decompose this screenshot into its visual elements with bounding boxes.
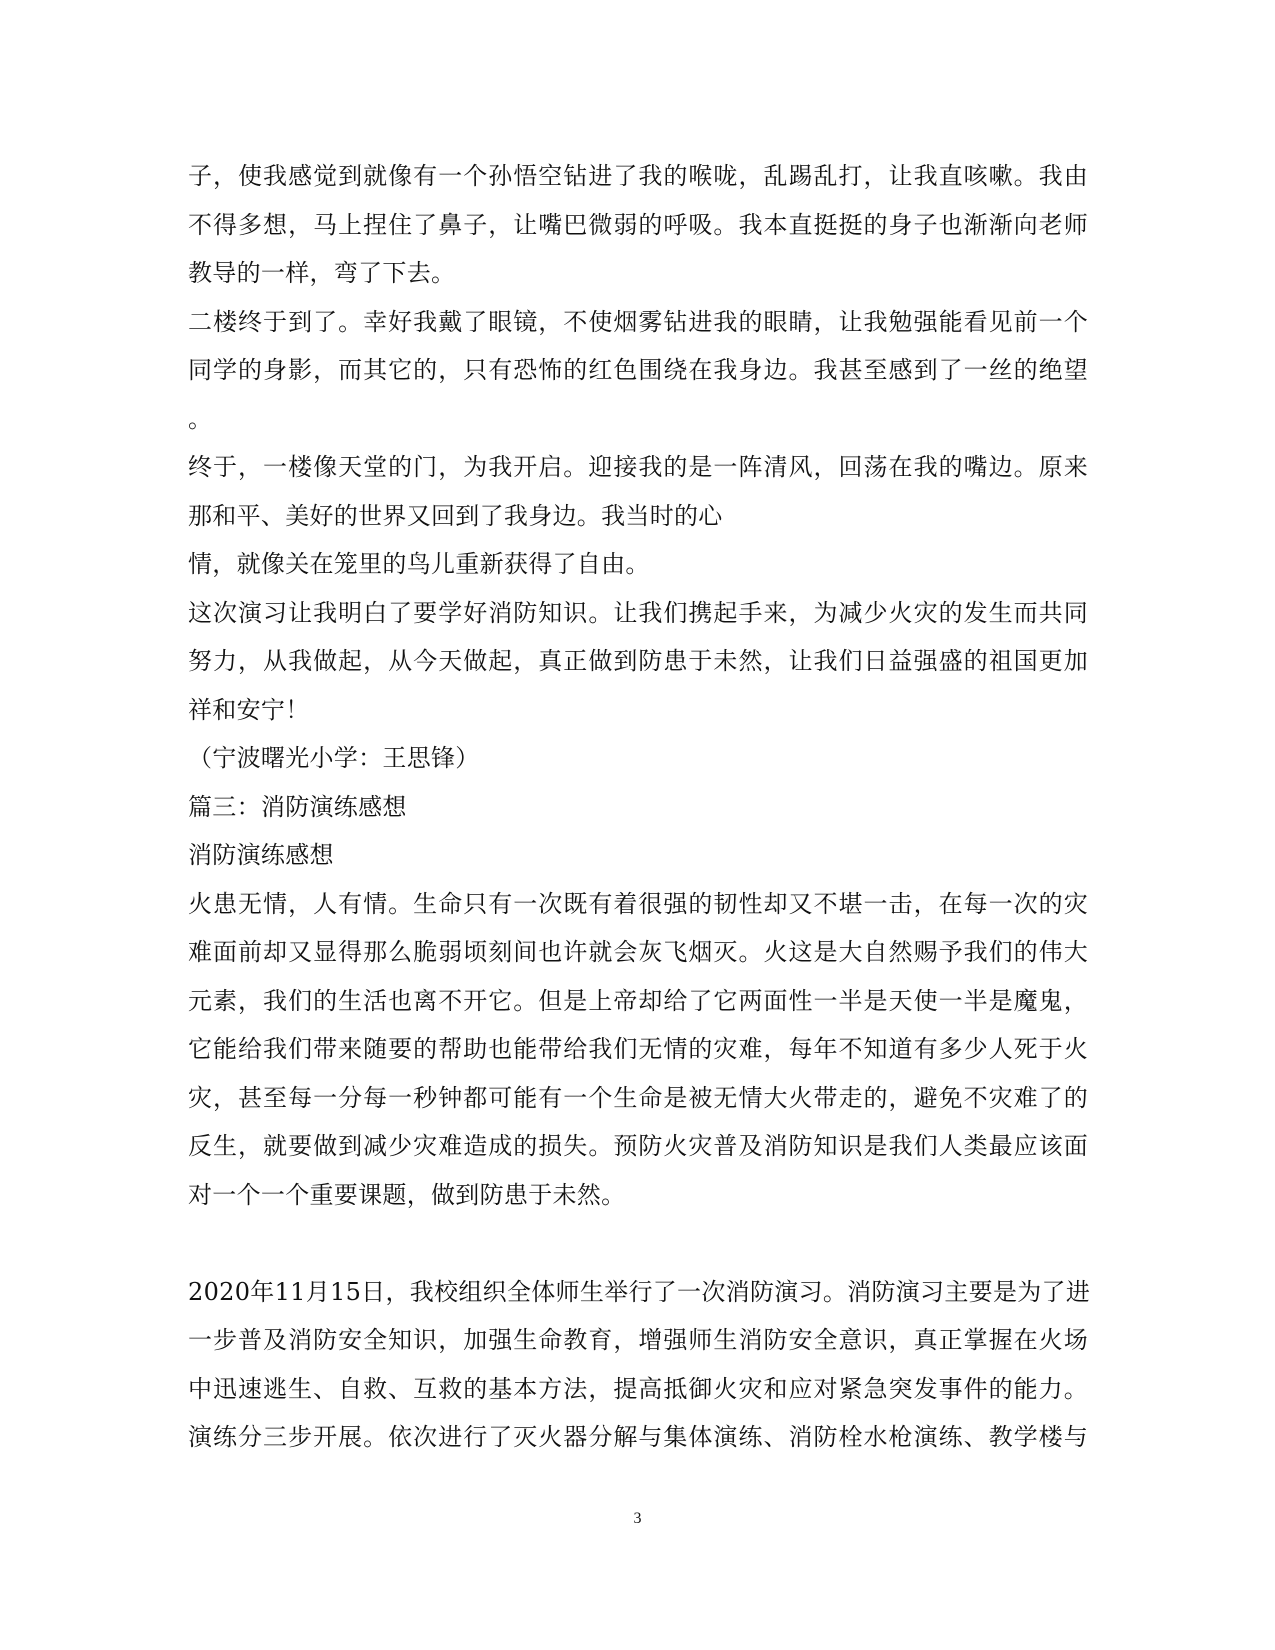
text-line: 这次演习让我明白了要学好消防知识。让我们携起手来，为减少火灾的发生而共同 [188, 598, 1088, 627]
text-line: 反生，就要做到减少灾难造成的损失。预防火灾普及消防知识是我们人类最应该面 [188, 1132, 1088, 1160]
text-line: 一步普及消防安全知识，加强生命教育，增强师生消防安全意识，真正掌握在火场 [188, 1326, 1088, 1354]
text-line: 努力，从我做起，从今天做起，真正做到防患于未然，让我们日益强盛的祖国更加 [188, 647, 1088, 675]
text-line: 中迅速逃生、自救、互救的基本方法，提高抵御火灾和应对紧急突发事件的能力。 [188, 1374, 1088, 1403]
text-line: 元素，我们的生活也离不开它。但是上帝却给了它两面性一半是天使一半是魔鬼， [188, 986, 1088, 1015]
text-line: 2020年11月15日，我校组织全体师生举行了一次消防演习。消防演习主要是为了进 [188, 1277, 1091, 1306]
text-line: 对一个一个重要课题，做到防患于未然。 [188, 1180, 626, 1209]
text-line: 演练分三步开展。依次进行了灭火器分解与集体演练、消防栓水枪演练、教学楼与 [188, 1423, 1088, 1451]
text-line: 二楼终于到了。幸好我戴了眼镜，不使烟雾钻进我的眼睛，让我勉强能看见前一个 [188, 307, 1088, 336]
text-line: 子，使我感觉到就像有一个孙悟空钻进了我的喉咙，乱踢乱打，让我直咳嗽。我由 [188, 162, 1088, 190]
text-line: 难面前却又显得那么脆弱顷刻间也许就会灰飞烟灭。火这是大自然赐予我们的伟大 [188, 938, 1088, 966]
text-line: 祥和安宁！ [188, 695, 310, 724]
author-line: （宁波曙光小学：王思锋） [188, 744, 480, 772]
text-line: 。 [188, 404, 213, 433]
text-line: 灾，甚至每一分每一秒钟都可能有一个生命是被无情大火带走的，避免不灾难了的 [188, 1083, 1088, 1112]
article-title: 消防演练感想 [188, 841, 334, 869]
text-line: 不得多想，马上捏住了鼻子，让嘴巴微弱的呼吸。我本直挺挺的身子也渐渐向老师 [188, 210, 1088, 239]
text-line: 教导的一样，弯了下去。 [188, 259, 456, 287]
paragraph-gap [188, 1219, 1088, 1268]
text-line: 那和平、美好的世界又回到了我身边。我当时的心 [188, 501, 723, 530]
body-text [188, 152, 1091, 1462]
section-heading: 篇三：消防演练感想 [188, 792, 407, 821]
text-line: 情，就像关在笼里的鸟儿重新获得了自由。 [188, 550, 650, 578]
text-line: 火患无情，人有情。生命只有一次既有着很强的韧性却又不堪一击，在每一次的灾 [188, 889, 1088, 918]
page-number: 3 [633, 1510, 642, 1527]
text-line: 它能给我们带来随要的帮助也能带给我们无情的灾难，每年不知道有多少人死于火 [188, 1035, 1088, 1063]
text-line: 同学的身影，而其它的，只有恐怖的红色围绕在我身边。我甚至感到了一丝的绝望 [188, 356, 1088, 384]
text-line: 终于，一楼像天堂的门，为我开启。迎接我的是一阵清风，回荡在我的嘴边。原来 [188, 453, 1088, 481]
